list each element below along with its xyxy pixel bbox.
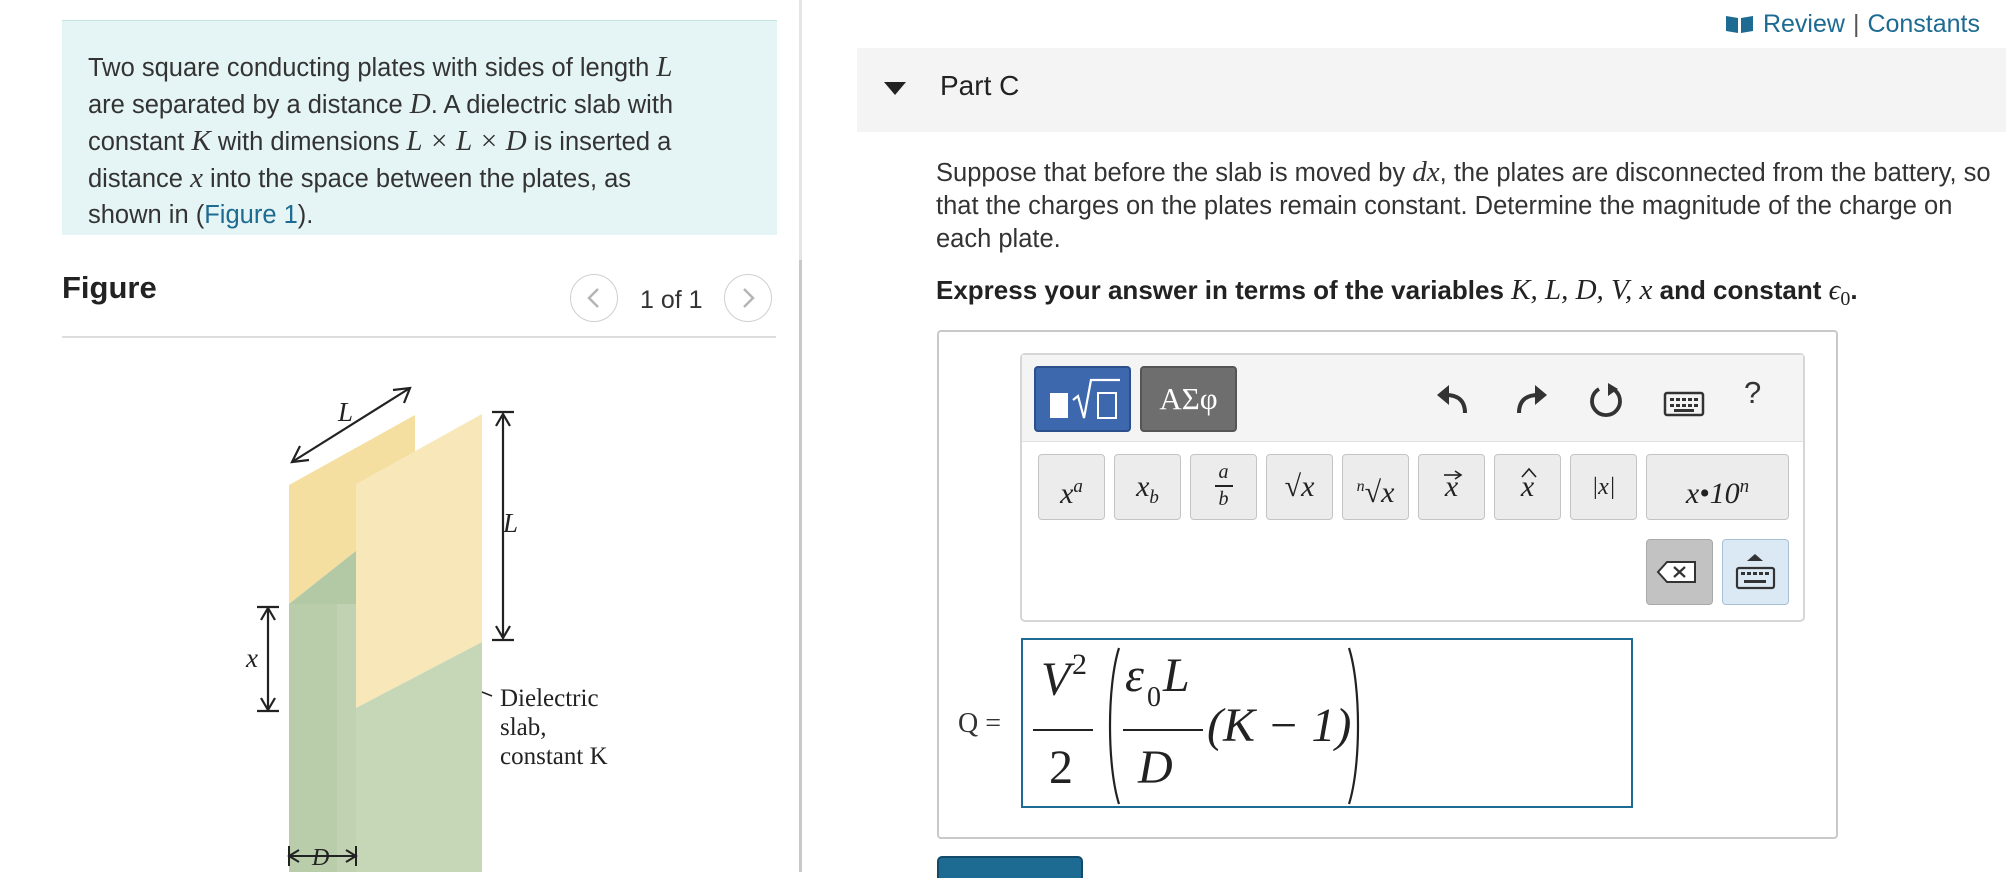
- vector-key[interactable]: [1418, 454, 1485, 520]
- key-root: √x: [1364, 476, 1395, 509]
- math-toolbar: [1020, 353, 1805, 622]
- right-paren: [1345, 646, 1365, 806]
- absolute-value-key[interactable]: |x|: [1570, 454, 1637, 520]
- submit-button[interactable]: [937, 856, 1083, 878]
- label-L-side: L: [503, 508, 519, 538]
- figure-pager-count: 1 of 1: [640, 286, 703, 314]
- var-dx: dx: [1412, 156, 1440, 188]
- label-dielectric: Dielectric: [500, 685, 599, 712]
- instruction-segment: and constant: [1652, 275, 1829, 305]
- backspace-icon: [1647, 540, 1712, 604]
- label-slab: slab,: [500, 714, 547, 741]
- question-segment: , the plates are disconnected from the battery, so that the charges on the plates remain constant. Determine the magnitude of the charge on each plate.: [936, 159, 1991, 253]
- key-base: x: [1136, 470, 1150, 503]
- problem-text-segment: shown in (: [88, 201, 205, 229]
- key-exponent: a: [1073, 476, 1083, 497]
- show-keyboard-button[interactable]: [1722, 539, 1789, 605]
- keyboard-toggle-icon: [1723, 540, 1788, 604]
- fraction-key[interactable]: [1190, 454, 1257, 520]
- problem-text-segment: with dimensions: [210, 128, 407, 156]
- key-base: x: [1444, 470, 1459, 503]
- review-link[interactable]: Review: [1762, 10, 1845, 38]
- answer-label: Q =: [958, 708, 1002, 739]
- book-icon: [1725, 14, 1755, 34]
- templates-mode-button[interactable]: [1034, 366, 1131, 432]
- constants-link[interactable]: Constants: [1867, 10, 1980, 38]
- label-constant-K: constant K: [500, 743, 608, 770]
- part-label: Part C: [940, 70, 1020, 101]
- key-base: x•10: [1685, 477, 1740, 510]
- undo-button[interactable]: [1434, 381, 1474, 421]
- answer-instruction: [936, 274, 1858, 311]
- slab-front-face: [289, 604, 337, 872]
- undo-icon: [1434, 381, 1474, 421]
- top-links: [1725, 10, 1980, 39]
- problem-text-segment: into the space between the plates, as: [202, 165, 632, 193]
- hat-icon: [1519, 467, 1539, 479]
- key-fraction-numerator: a: [1218, 461, 1229, 483]
- key-exponent: n: [1739, 476, 1750, 497]
- reset-icon: [1586, 381, 1626, 421]
- answer-L: L: [1163, 649, 1190, 702]
- key-subscript: b: [1149, 487, 1159, 508]
- redo-button[interactable]: [1510, 381, 1550, 421]
- reset-button[interactable]: [1586, 381, 1626, 421]
- instruction-variables: K, L, D, V, x: [1511, 274, 1653, 306]
- toolbar-top-row: [1022, 355, 1803, 442]
- part-header[interactable]: [857, 48, 2006, 132]
- key-base: x: [1060, 477, 1074, 510]
- greek-symbols-button[interactable]: ΑΣφ: [1140, 366, 1237, 432]
- column-scrollbar[interactable]: [799, 260, 802, 872]
- next-figure-button[interactable]: [724, 274, 772, 322]
- answer-epsilon-subscript: 0: [1147, 682, 1161, 713]
- key-fraction-bar: [1215, 485, 1233, 487]
- superscript-key[interactable]: [1038, 454, 1105, 520]
- problem-text-segment: . A dielectric slab with: [430, 91, 674, 119]
- help-button[interactable]: ?: [1744, 375, 1762, 410]
- problem-statement: [62, 20, 777, 235]
- problem-text-segment: are separated by a distance: [88, 91, 410, 119]
- key-fraction-denominator: b: [1218, 487, 1229, 510]
- problem-text-segment: ).: [297, 201, 314, 229]
- instruction-constant: ϵ: [1828, 274, 1841, 306]
- question-text: [936, 156, 2002, 256]
- fraction-bar: [1123, 729, 1203, 731]
- nth-root-key[interactable]: [1342, 454, 1409, 520]
- previous-figure-button[interactable]: [570, 274, 618, 322]
- var-D: D: [409, 88, 431, 120]
- answer-input[interactable]: [1021, 638, 1633, 808]
- link-separator: |: [1852, 10, 1860, 38]
- problem-text-segment: is inserted a: [526, 128, 672, 156]
- square-root-key[interactable]: √x: [1266, 454, 1333, 520]
- slab-gap: [337, 604, 356, 872]
- question-segment: Suppose that before the slab is moved by: [936, 159, 1413, 187]
- instruction-segment: Express your answer in terms of the variables: [936, 275, 1512, 305]
- var-K: K: [191, 125, 211, 157]
- answer-K-minus-1: (K − 1): [1207, 699, 1352, 752]
- dimensions-expression: L × L × D: [406, 125, 527, 157]
- redo-icon: [1510, 381, 1550, 421]
- label-D: D: [312, 845, 330, 871]
- chevron-left-icon: [571, 275, 617, 321]
- answer-denominator-2: 2: [1049, 741, 1073, 794]
- unit-vector-key[interactable]: [1494, 454, 1561, 520]
- left-paren: [1103, 646, 1123, 806]
- chevron-right-icon: [725, 275, 771, 321]
- var-x: x: [190, 162, 203, 194]
- figure-link[interactable]: Figure 1: [204, 201, 298, 229]
- label-x: x: [246, 643, 258, 673]
- subscript-key[interactable]: [1114, 454, 1181, 520]
- templates-icon: [1036, 368, 1129, 430]
- answer-V: V: [1041, 653, 1071, 706]
- instruction-segment: .: [1850, 275, 1858, 305]
- backspace-button[interactable]: [1646, 539, 1713, 605]
- label-L-top: L: [338, 397, 354, 427]
- var-L: L: [656, 51, 673, 83]
- figure-title: Figure: [62, 270, 157, 305]
- answer-epsilon: ε: [1125, 649, 1144, 702]
- problem-text: [88, 49, 768, 233]
- problem-text-segment: Two square conducting plates with sides of length: [88, 54, 657, 82]
- capacitor-figure: [230, 370, 670, 872]
- keyboard-icon: [1662, 381, 1706, 421]
- vector-arrow-icon: [1443, 469, 1463, 481]
- keyboard-shortcuts-button[interactable]: [1662, 381, 1706, 421]
- collapse-triangle-icon[interactable]: [884, 82, 906, 95]
- answer-D: D: [1138, 741, 1173, 794]
- problem-text-segment: distance: [88, 165, 191, 193]
- key-root-index: n: [1356, 478, 1365, 495]
- key-base: x: [1520, 470, 1535, 503]
- instruction-constant-subscript: 0: [1840, 288, 1851, 311]
- answer-V-exponent: 2: [1072, 648, 1087, 681]
- figure-divider: [62, 336, 776, 338]
- scientific-notation-key[interactable]: [1646, 454, 1789, 520]
- fraction-bar: [1033, 729, 1093, 731]
- problem-text-segment: constant: [88, 128, 192, 156]
